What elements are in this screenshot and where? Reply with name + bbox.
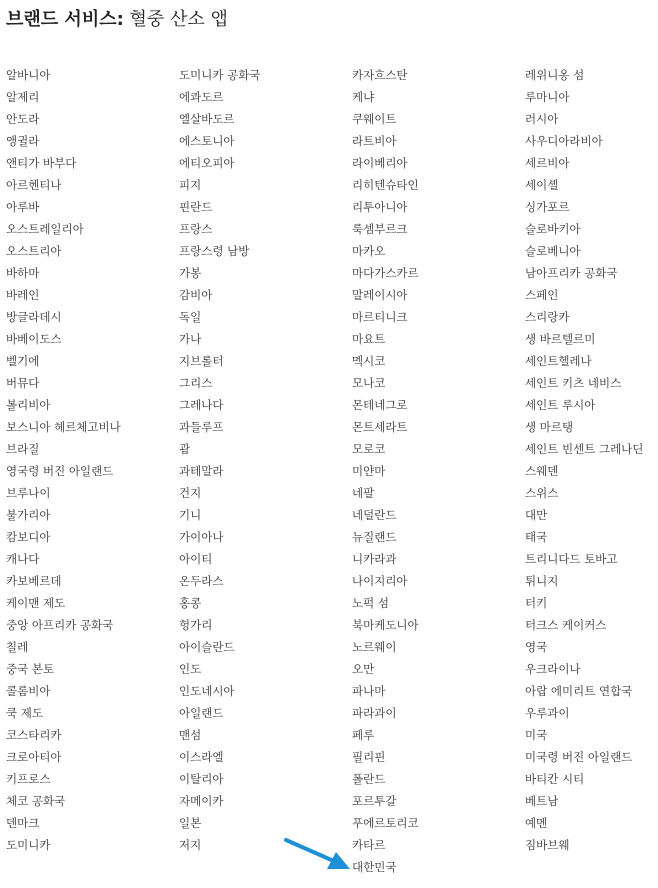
- list-item: 미국: [525, 728, 548, 742]
- list-item: 건지: [179, 486, 202, 500]
- list-item: 벨기에: [6, 354, 40, 368]
- list-item: 터키: [525, 596, 548, 610]
- list-item: 니카라과: [352, 552, 397, 566]
- list-item: 저지: [179, 838, 202, 852]
- list-item: 일본: [179, 816, 202, 830]
- list-item: 홍콩: [179, 596, 202, 610]
- list-item: 푸에르토리코: [352, 816, 419, 830]
- list-item: 바레인: [6, 288, 40, 302]
- list-item: 지브롤터: [179, 354, 224, 368]
- list-item: 스페인: [525, 288, 559, 302]
- list-item: 오스트레일리아: [6, 222, 84, 236]
- list-item: 영국: [525, 640, 548, 654]
- list-item: 온두라스: [179, 574, 224, 588]
- list-item: 멕시코: [352, 354, 386, 368]
- list-item: 카보베르데: [6, 574, 62, 588]
- list-item: 세인트 빈센트 그레나딘: [525, 442, 644, 456]
- list-item: 피지: [179, 178, 202, 192]
- list-item: 이탈리아: [179, 772, 224, 786]
- list-item: 과테말라: [179, 464, 224, 478]
- list-item: 파라과이: [352, 706, 397, 720]
- list-item: 대만: [525, 508, 548, 522]
- list-item: 리히텐슈타인: [352, 178, 419, 192]
- list-item: 사우디아라비아: [525, 134, 603, 148]
- list-item: 콜롬비아: [6, 684, 51, 698]
- list-item: 룩셈부르크: [352, 222, 408, 236]
- list-item: 인도네시아: [179, 684, 235, 698]
- list-item: 이스라엘: [179, 750, 224, 764]
- list-item: 생 바르텔르미: [525, 332, 596, 346]
- list-item: 볼리비아: [6, 398, 51, 412]
- list-item: 그레나다: [179, 398, 224, 412]
- list-item: 모로코: [352, 442, 386, 456]
- list-item: 인도: [179, 662, 202, 676]
- list-item: 라트비아: [352, 134, 397, 148]
- list-item: 쿠웨이트: [352, 112, 397, 126]
- list-item: 프랑스령 남방: [179, 244, 250, 258]
- list-item: 기니: [179, 508, 202, 522]
- list-item: 스위스: [525, 486, 559, 500]
- list-item: 마요트: [352, 332, 386, 346]
- list-item: 자메이카: [179, 794, 224, 808]
- list-item: 과들루프: [179, 420, 224, 434]
- list-item: 마카오: [352, 244, 386, 258]
- list-item: 독일: [179, 310, 202, 324]
- list-item: 보스니아 헤르체고비나: [6, 420, 121, 434]
- list-item: 가봉: [179, 266, 202, 280]
- list-item: 칠레: [6, 640, 29, 654]
- list-item: 캄보디아: [6, 530, 51, 544]
- list-item: 덴마크: [6, 816, 40, 830]
- list-item: 중국 본토: [6, 662, 55, 676]
- list-item: 케이맨 제도: [6, 596, 66, 610]
- list-item: 폴란드: [352, 772, 386, 786]
- list-item: 영국령 버진 아일랜드: [6, 464, 114, 478]
- list-item: 몬트세라트: [352, 420, 408, 434]
- list-item: 코스타리카: [6, 728, 62, 742]
- list-item: 라이베리아: [352, 156, 408, 170]
- list-item: 노퍽 섬: [352, 596, 389, 610]
- page-title: [6, 6, 228, 34]
- country-list: [6, 64, 658, 878]
- list-item: 파나마: [352, 684, 386, 698]
- country-column-3: [352, 64, 525, 878]
- list-item: 알바니아: [6, 68, 51, 82]
- list-item: 마다가스카르: [352, 266, 419, 280]
- list-item: 세인트 루시아: [525, 398, 596, 412]
- list-item: 도미니카: [6, 838, 51, 852]
- list-item: 바하마: [6, 266, 40, 280]
- list-item: 미얀마: [352, 464, 386, 478]
- list-item: 튀니지: [525, 574, 559, 588]
- list-item: 나이지리아: [352, 574, 408, 588]
- list-item: 필리핀: [352, 750, 386, 764]
- list-item: 아르헨티나: [6, 178, 62, 192]
- list-item: 카타르: [352, 838, 386, 852]
- list-item: 레위니옹 섬: [525, 68, 585, 82]
- list-item: 아이티: [179, 552, 213, 566]
- list-item: 가나: [179, 332, 202, 346]
- list-item: 바베이도스: [6, 332, 62, 346]
- list-item: 에콰도르: [179, 90, 224, 104]
- list-item: 알제리: [6, 90, 40, 104]
- list-item: 에티오피아: [179, 156, 235, 170]
- list-item: 크로아티아: [6, 750, 62, 764]
- list-item: 마르티니크: [352, 310, 408, 324]
- list-item: 체코 공화국: [6, 794, 66, 808]
- list-item: 맨섬: [179, 728, 202, 742]
- list-item: 도미니카 공화국: [179, 68, 261, 82]
- list-item: 프랑스: [179, 222, 213, 236]
- list-item: 포르투갈: [352, 794, 397, 808]
- list-item: 세인트헬레나: [525, 354, 592, 368]
- list-item: 말레이시아: [352, 288, 408, 302]
- list-item: 괌: [179, 442, 191, 456]
- list-item: 루마니아: [525, 90, 570, 104]
- list-item: 아이슬란드: [179, 640, 235, 654]
- list-item: 베트남: [525, 794, 559, 808]
- list-item: 터크스 케이커스: [525, 618, 607, 632]
- list-item: 세이셸: [525, 178, 559, 192]
- list-item: 짐바브웨: [525, 838, 570, 852]
- list-item: 헝가리: [179, 618, 213, 632]
- list-item: 예멘: [525, 816, 548, 830]
- page-title-app: 혈중 산소 앱: [129, 9, 228, 30]
- list-item: 페루: [352, 728, 375, 742]
- list-item: 몬테네그로: [352, 398, 408, 412]
- list-item: 엘살바도르: [179, 112, 235, 126]
- list-item: 에스토니아: [179, 134, 235, 148]
- list-item: 트리니다드 토바고: [525, 552, 618, 566]
- list-item: 스리랑카: [525, 310, 570, 324]
- list-item: 스웨덴: [525, 464, 559, 478]
- list-item: 생 마르탱: [525, 420, 574, 434]
- list-item: 버뮤다: [6, 376, 40, 390]
- list-item: 세인트 키츠 네비스: [525, 376, 622, 390]
- list-item: 앤티가 바부다: [6, 156, 77, 170]
- list-item: 리투아니아: [352, 200, 408, 214]
- list-item: 중앙 아프리카 공화국: [6, 618, 114, 632]
- list-item: 네덜란드: [352, 508, 397, 522]
- list-item: 싱가포르: [525, 200, 570, 214]
- list-item: 캐나다: [6, 552, 40, 566]
- country-column-4: [525, 64, 658, 878]
- list-item: 카자흐스탄: [352, 68, 408, 82]
- list-item: 브루나이: [6, 486, 51, 500]
- list-item: 바티칸 시티: [525, 772, 585, 786]
- list-item: 핀란드: [179, 200, 213, 214]
- list-item: 모나코: [352, 376, 386, 390]
- list-item: 아루바: [6, 200, 40, 214]
- list-item: 키프로스: [6, 772, 51, 786]
- list-item: 안도라: [6, 112, 40, 126]
- list-item: 케냐: [352, 90, 375, 104]
- list-item: 앵귈라: [6, 134, 40, 148]
- list-item: 아일랜드: [179, 706, 224, 720]
- list-item: 네팔: [352, 486, 375, 500]
- country-column-1: [6, 64, 179, 878]
- list-item: 슬로베니아: [525, 244, 581, 258]
- list-item: 우크라이나: [525, 662, 581, 676]
- page-title-brand: 브랜드 서비스:: [6, 9, 124, 30]
- list-item: 감비아: [179, 288, 213, 302]
- list-item: 가이아나: [179, 530, 224, 544]
- country-column-2: [179, 64, 352, 878]
- list-item: 남아프리카 공화국: [525, 266, 618, 280]
- list-item: 슬로바키아: [525, 222, 581, 236]
- arrow-pointer-icon: [280, 836, 352, 876]
- list-item: 노르웨이: [352, 640, 397, 654]
- list-item: 쿡 제도: [6, 706, 43, 720]
- list-item: 불가리아: [6, 508, 51, 522]
- list-item: 방글라데시: [6, 310, 62, 324]
- list-item: 뉴질랜드: [352, 530, 397, 544]
- list-item: 오스트리아: [6, 244, 62, 258]
- list-item: 러시아: [525, 112, 559, 126]
- list-item: 미국령 버진 아일랜드: [525, 750, 633, 764]
- list-item: 오만: [352, 662, 375, 676]
- list-item: 북마케도니아: [352, 618, 419, 632]
- list-item: 브라질: [6, 442, 40, 456]
- list-item: 그리스: [179, 376, 213, 390]
- list-item: 아랍 에미리트 연합국: [525, 684, 633, 698]
- list-item: 태국: [525, 530, 548, 544]
- list-item: 우루과이: [525, 706, 570, 720]
- list-item: 세르비아: [525, 156, 570, 170]
- list-item: 대한민국: [352, 860, 397, 874]
